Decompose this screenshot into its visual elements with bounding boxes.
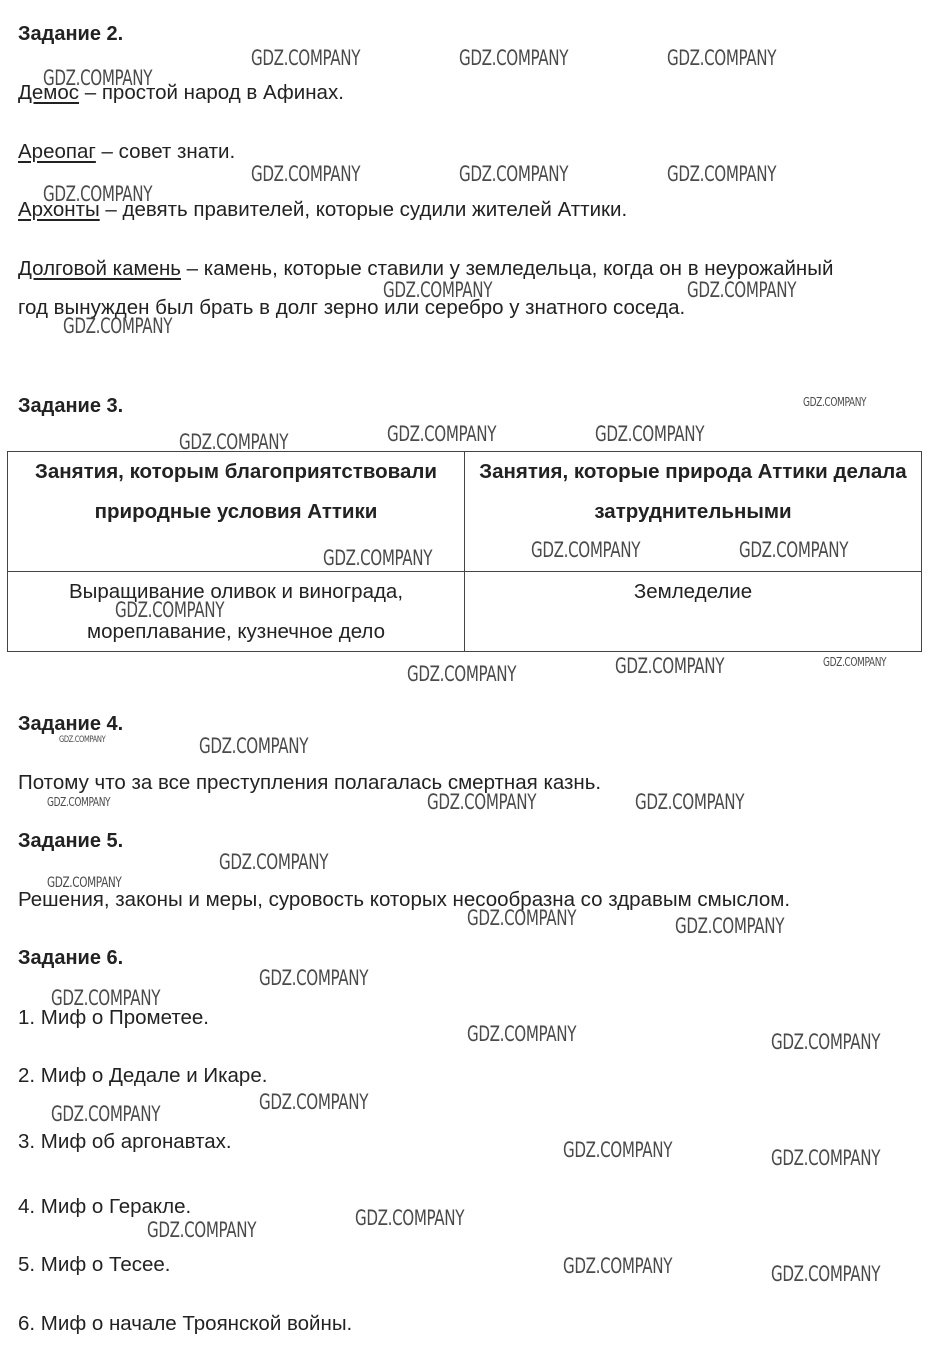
watermark: GDZ.COMPANY (383, 278, 493, 302)
watermark: GDZ.COMPANY (459, 162, 569, 186)
table-cell-favorable: Выращивание оливок и винограда, мореплавание, кузнечное дело (8, 572, 465, 652)
watermark: GDZ.COMPANY (803, 395, 867, 409)
watermark: GDZ.COMPANY (47, 875, 122, 891)
watermark: GDZ.COMPANY (43, 66, 153, 90)
watermark: GDZ.COMPANY (675, 914, 785, 938)
task5-heading: Задание 5. (18, 830, 124, 852)
watermark: GDZ.COMPANY (467, 1022, 577, 1046)
watermark: GDZ.COMPANY (615, 654, 725, 678)
term-demos: Демос (18, 81, 80, 104)
watermark: GDZ.COMPANY (387, 422, 497, 446)
watermark: GDZ.COMPANY (251, 162, 361, 186)
watermark: GDZ.COMPANY (59, 735, 106, 745)
watermark: GDZ.COMPANY (63, 314, 173, 338)
table-cell-difficult: Земледелие (633, 580, 753, 603)
watermark: GDZ.COMPANY (355, 1206, 465, 1230)
definition-text: – простой народ в Афинах. (79, 81, 344, 104)
watermark: GDZ.COMPANY (259, 1090, 369, 1114)
myth-item: 5. Миф о Тесее. (18, 1253, 171, 1276)
watermark: GDZ.COMPANY (667, 162, 777, 186)
watermark: GDZ.COMPANY (259, 966, 369, 990)
watermark: GDZ.COMPANY (563, 1254, 673, 1278)
watermark: GDZ.COMPANY (51, 986, 161, 1010)
task4-heading: Задание 4. (18, 713, 124, 735)
definition-text: – камень, которые ставили у земледельца, когда он в неурожайный год вынужден был брать в долг зерно или серебро у знатного соседа. (18, 257, 834, 319)
watermark: GDZ.COMPANY (739, 538, 849, 562)
watermark: GDZ.COMPANY (459, 46, 569, 70)
term-archons: Архонты (18, 198, 100, 221)
myth-item: 4. Миф о Геракле. (18, 1195, 192, 1218)
watermark: GDZ.COMPANY (771, 1262, 881, 1286)
watermark: GDZ.COMPANY (771, 1146, 881, 1170)
watermark: GDZ.COMPANY (407, 662, 517, 686)
myth-item: 6. Миф о начале Троянской войны. (18, 1312, 353, 1335)
table-header-favorable: Занятия, которым благоприятствовали природные условия Аттики (8, 452, 465, 572)
watermark: GDZ.COMPANY (219, 850, 329, 874)
watermark: GDZ.COMPANY (563, 1138, 673, 1162)
definition-areopag (18, 140, 235, 164)
definition-text: – девять правителей, которые судили жителей Аттики. (99, 198, 628, 221)
watermark: GDZ.COMPANY (179, 430, 289, 454)
watermark: GDZ.COMPANY (323, 546, 433, 570)
watermark: GDZ.COMPANY (531, 538, 641, 562)
watermark: GDZ.COMPANY (823, 655, 887, 669)
term-debt-stone: Долговой камень (18, 257, 181, 280)
watermark: GDZ.COMPANY (51, 1102, 161, 1126)
definition-text: – совет знати. (95, 140, 236, 163)
watermark: GDZ.COMPANY (667, 46, 777, 70)
myth-item: 1. Миф о Прометее. (18, 1006, 209, 1029)
watermark: GDZ.COMPANY (199, 734, 309, 758)
watermark: GDZ.COMPANY (687, 278, 797, 302)
watermark: GDZ.COMPANY (43, 182, 153, 206)
watermark: GDZ.COMPANY (771, 1030, 881, 1054)
watermark: GDZ.COMPANY (147, 1218, 257, 1242)
task2-heading: Задание 2. (18, 23, 124, 45)
watermark: GDZ.COMPANY (427, 790, 537, 814)
myth-item: 2. Миф о Дедале и Икаре. (18, 1064, 268, 1087)
watermark: GDZ.COMPANY (115, 598, 225, 622)
watermark: GDZ.COMPANY (251, 46, 361, 70)
task4-answer: Потому что за все преступления полагалась смертная казнь. (18, 771, 602, 794)
term-areopag: Ареопаг (18, 140, 96, 163)
task6-heading: Задание 6. (18, 947, 124, 969)
table-header-difficult: Занятия, которые природа Аттики делала затруднительными (465, 452, 921, 572)
task3-heading: Задание 3. (18, 395, 124, 417)
watermark: GDZ.COMPANY (635, 790, 745, 814)
watermark: GDZ.COMPANY (595, 422, 705, 446)
watermark: GDZ.COMPANY (47, 795, 111, 809)
myth-item: 3. Миф об аргонавтах. (18, 1130, 232, 1153)
task5-answer: Решения, законы и меры, суровость которых несообразна со здравым смыслом. (18, 888, 791, 911)
watermark: GDZ.COMPANY (467, 906, 577, 930)
